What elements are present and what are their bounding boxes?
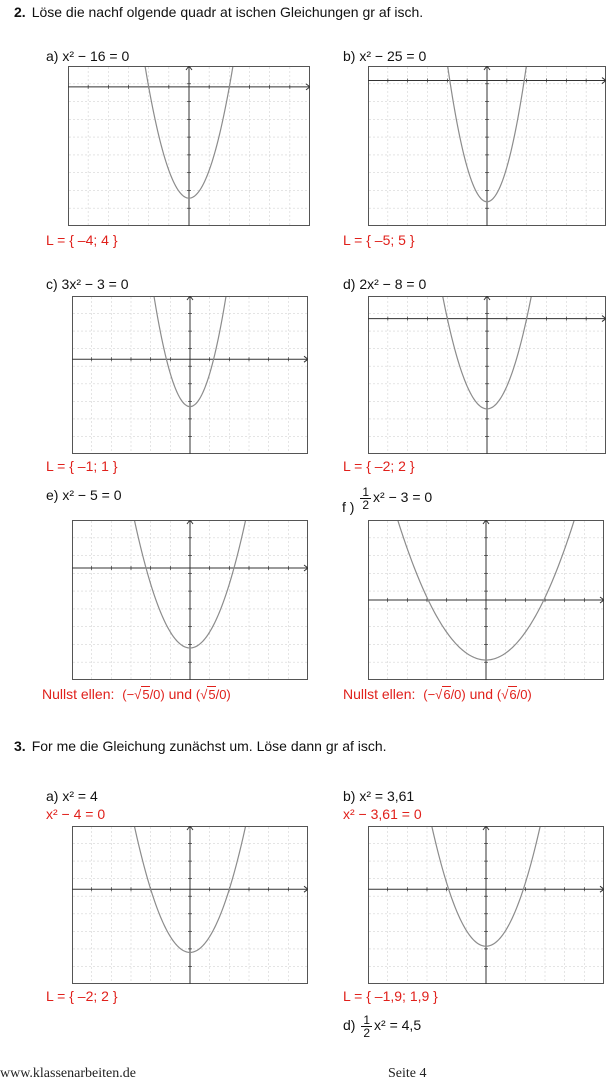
problem-2d-label: d) 2x² − 8 = 0 — [343, 276, 427, 292]
graph-2e — [72, 520, 308, 680]
task-3-title: For me die Gleichung zunächst um. Löse dann gr af isch. — [31, 738, 387, 754]
problem-3a-label: a) x² = 4 — [46, 788, 98, 804]
graph-2f-svg — [368, 520, 604, 680]
problem-2f-rest: x² − 3 = 0 — [373, 489, 433, 506]
problem-3a-rewrite: x² − 4 = 0 — [46, 806, 106, 822]
task-2-number: 2. — [14, 4, 26, 20]
problem-2c-label: c) 3x² − 3 = 0 — [46, 276, 129, 292]
problem-3d-rest: x² = 4,5 — [374, 1017, 422, 1034]
footer-page-number: Seite 4 — [388, 1066, 427, 1081]
graph-2a-svg — [68, 66, 310, 226]
solution-2d: L = { –2; 2 } — [343, 458, 415, 474]
problem-3d-prefix: d) — [343, 1017, 356, 1034]
root-2e-neg: 5 — [142, 687, 150, 702]
graph-3b-svg — [368, 826, 604, 984]
task-2-title: Löse die nachf olgende quadr at ischen Gleichungen gr af isch. — [31, 4, 424, 20]
solution-2e: Nullst ellen: (−√5/0) und (√5/0) — [42, 686, 231, 702]
graph-2b — [368, 66, 606, 226]
fraction-half-2f: $\frac{1}{2}$ — [362, 485, 370, 512]
und-2e: und — [168, 686, 192, 702]
graph-3a-svg — [72, 826, 308, 984]
graph-2d — [368, 296, 606, 454]
graph-2c-svg — [72, 296, 308, 454]
root-2f-neg: 6 — [443, 687, 451, 702]
graph-2e-svg — [72, 520, 308, 680]
graph-2c — [72, 296, 308, 454]
footer-website[interactable]: www.klassenarbeiten.de — [0, 1066, 136, 1081]
problem-2b-label: b) x² − 25 = 0 — [343, 48, 427, 64]
solution-2a: L = { –4; 4 } — [46, 232, 118, 248]
task-3-number: 3. — [14, 738, 26, 754]
und-2f: und — [469, 686, 493, 702]
graph-2f — [368, 520, 604, 680]
task-3-heading — [14, 738, 387, 754]
task-2-heading — [14, 4, 423, 20]
graph-3b — [368, 826, 604, 984]
problem-2a-label: a) x² − 16 = 0 — [46, 48, 130, 64]
graph-2a — [68, 66, 310, 226]
solution-2c: L = { –1; 1 } — [46, 458, 118, 474]
problem-3d-label — [343, 1014, 421, 1039]
problem-2e-label: e) x² − 5 = 0 — [46, 487, 122, 503]
graph-2d-svg — [368, 296, 606, 454]
problem-2f-label — [342, 485, 433, 516]
root-2e-pos: 5 — [208, 687, 216, 702]
solution-2e-prefix: Nullst ellen: — [42, 686, 115, 702]
problem-2f-prefix: f ) — [342, 499, 355, 516]
problem-3b-rewrite: x² − 3,61 = 0 — [343, 806, 422, 822]
solution-2b: L = { –5; 5 } — [343, 232, 415, 248]
solution-3a: L = { –2; 2 } — [46, 988, 118, 1004]
solution-2f-prefix: Nullst ellen: — [343, 686, 416, 702]
root-2f-pos: 6 — [509, 687, 517, 702]
solution-2f: Nullst ellen: (−√6/0) und (√6/0) — [343, 686, 532, 702]
problem-3b-label: b) x² = 3,61 — [343, 788, 415, 804]
graph-3a — [72, 826, 308, 984]
fraction-half-3d: $\frac{1}{2}$ — [363, 1013, 371, 1040]
graph-2b-svg — [368, 66, 606, 226]
solution-3b: L = { –1,9; 1,9 } — [343, 988, 438, 1004]
